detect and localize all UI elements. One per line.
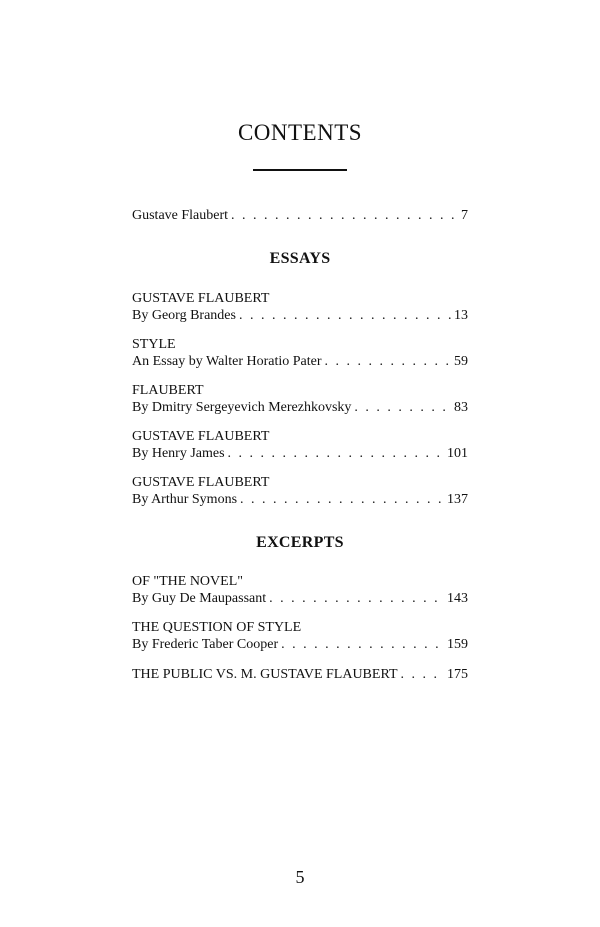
toc-entry-essay[interactable]	[132, 428, 468, 462]
section-heading-essays: ESSAYS	[269, 250, 331, 267]
toc-entry-intro[interactable]	[132, 207, 468, 224]
dot-leader	[231, 207, 458, 224]
toc-page-number: 13	[454, 308, 468, 323]
toc-entry-essay[interactable]	[132, 382, 468, 416]
toc-entry-byline: By Georg Brandes	[132, 308, 236, 323]
toc-entry-title: THE PUBLIC VS. M. GUSTAVE FLAUBERT	[132, 667, 398, 682]
toc-entry-byline: By Guy De Maupassant	[132, 591, 267, 606]
toc-page-number: 137	[447, 492, 468, 507]
dot-leader	[228, 445, 444, 462]
toc-entry-text: Gustave Flaubert	[132, 208, 229, 223]
toc-entry-title: GUSTAVE FLAUBERT	[132, 475, 270, 490]
toc-entry-byline: An Essay by Walter Horatio Pater	[132, 354, 322, 369]
toc-entry-excerpt[interactable]	[132, 619, 468, 653]
toc-entry-byline: By Arthur Symons	[132, 492, 238, 507]
dot-leader	[269, 590, 444, 607]
toc-entry-title: GUSTAVE FLAUBERT	[132, 429, 270, 444]
page-number: 5	[295, 867, 305, 887]
page-title: CONTENTS	[237, 120, 363, 145]
toc-entry-title: GUSTAVE FLAUBERT	[132, 291, 270, 306]
toc-entry-essay[interactable]	[132, 474, 468, 508]
toc-page-number: 143	[447, 591, 468, 606]
dot-leader	[325, 353, 451, 370]
toc-entry-title: OF "THE NOVEL"	[132, 574, 243, 589]
dot-leader	[239, 307, 451, 324]
toc-page-number: 159	[447, 637, 468, 652]
toc-entry-title: STYLE	[132, 337, 176, 352]
toc-entry-byline: By Henry James	[132, 446, 225, 461]
section-heading-excerpts: EXCERPTS	[256, 534, 344, 551]
toc-entry-title: FLAUBERT	[132, 383, 204, 398]
toc-page-number: 59	[454, 354, 468, 369]
toc-entry-byline: By Dmitry Sergeyevich Merezhkovsky	[132, 400, 352, 415]
dot-leader	[401, 666, 445, 683]
dot-leader	[240, 491, 444, 508]
toc-entry-essay[interactable]	[132, 336, 468, 370]
toc-page-number: 7	[461, 208, 468, 223]
dot-leader	[281, 636, 444, 653]
toc-entry-byline: By Frederic Taber Cooper	[132, 637, 279, 652]
title-divider	[253, 169, 347, 171]
toc-entry-excerpt[interactable]	[132, 573, 468, 607]
dot-leader	[354, 399, 451, 416]
toc-page-number: 83	[454, 400, 468, 415]
toc-page-number: 101	[447, 446, 468, 461]
toc-entry-title: THE QUESTION OF STYLE	[132, 620, 302, 635]
toc-page-number: 175	[447, 667, 468, 682]
toc-entry-excerpt[interactable]	[132, 666, 468, 683]
toc-entry-essay[interactable]	[132, 290, 468, 324]
